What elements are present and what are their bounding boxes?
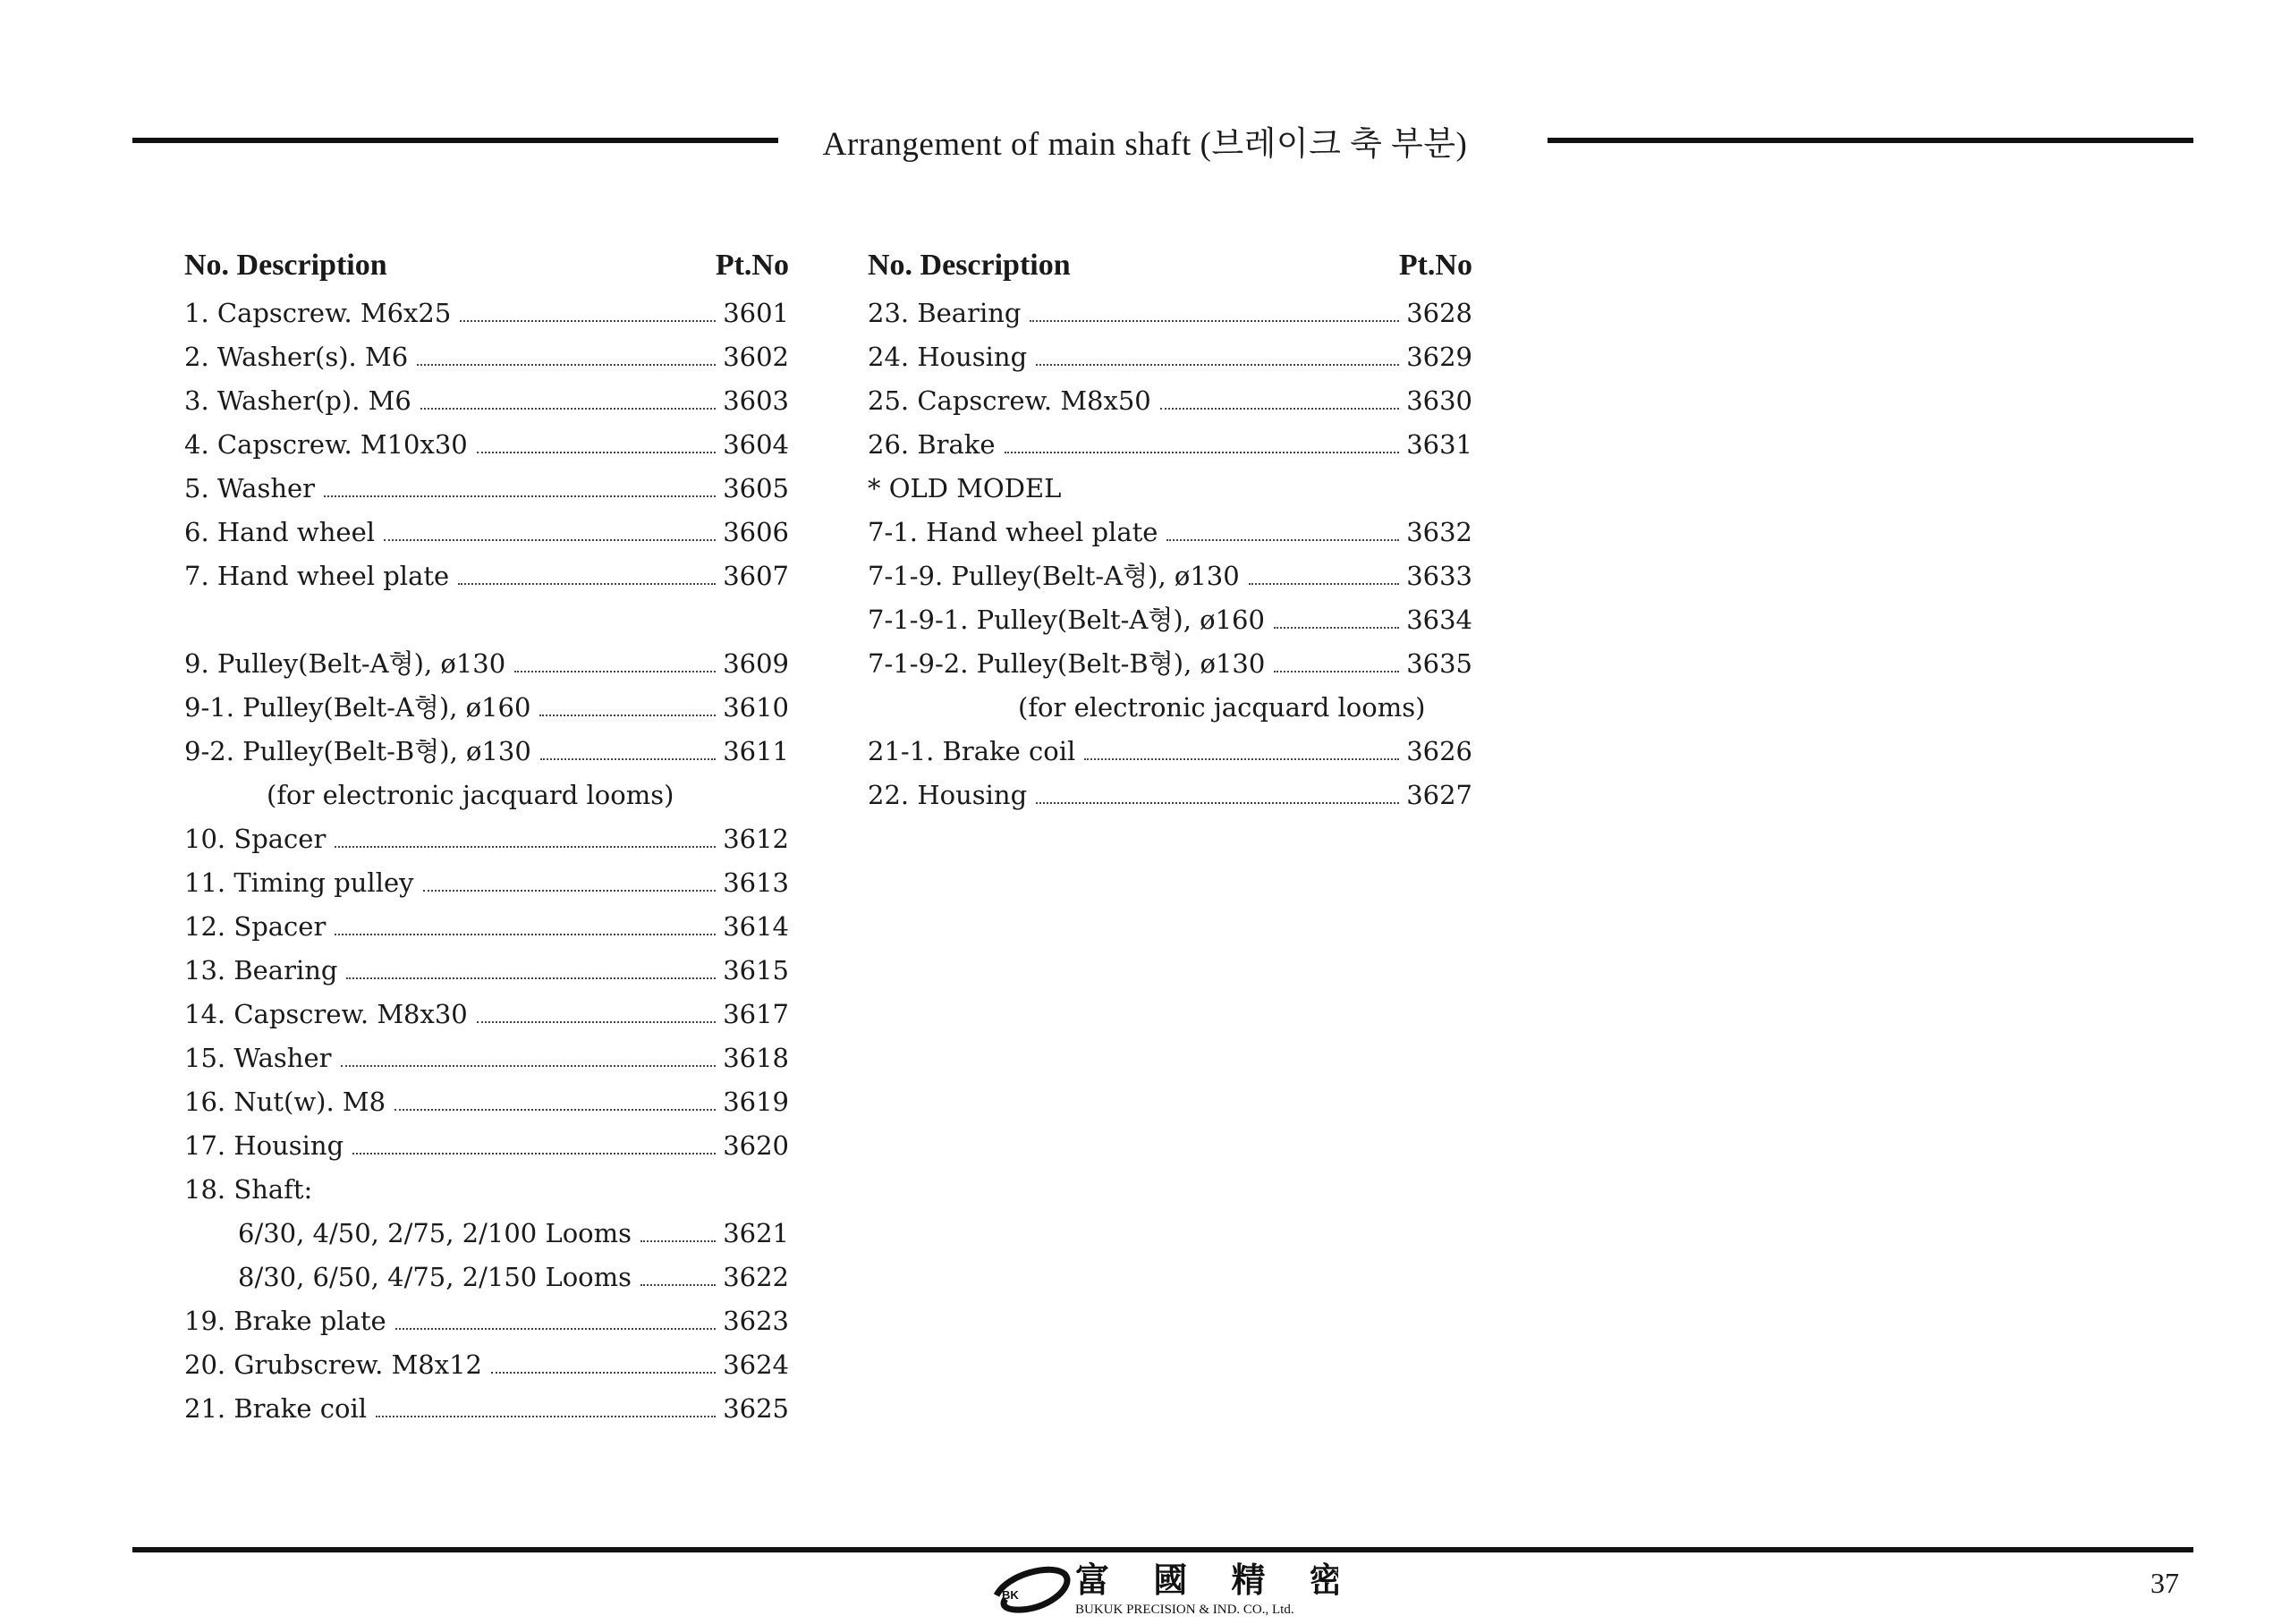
header-description: No. Description: [184, 249, 387, 282]
part-description: 17. Housing: [184, 1130, 344, 1161]
part-description: 1. Capscrew. M6x25: [184, 298, 452, 328]
part-description: 12. Spacer: [184, 911, 327, 942]
dot-leader: [477, 452, 716, 453]
part-description: 19. Brake plate: [184, 1306, 386, 1336]
dot-leader: [640, 1284, 716, 1286]
part-description: 7-1. Hand wheel plate: [868, 517, 1158, 547]
header-part-number: Pt.No: [1398, 249, 1472, 282]
dot-leader: [1036, 364, 1399, 366]
part-row: [184, 295, 789, 339]
dot-leader: [423, 890, 717, 892]
part-description: 16. Nut(w). M8: [184, 1087, 386, 1117]
dot-leader: [1274, 671, 1399, 672]
part-row: [184, 383, 789, 427]
page-number: 37: [2150, 1567, 2179, 1599]
part-number: 3617: [723, 999, 789, 1029]
part-number: 3613: [723, 867, 789, 898]
part-row: [184, 1040, 789, 1084]
company-logo: [989, 1558, 1338, 1620]
dot-leader: [417, 364, 716, 366]
parts-list-left: [184, 249, 789, 1434]
part-description: 5. Washer: [184, 473, 316, 503]
dot-leader: [514, 671, 716, 672]
dot-leader: [376, 1416, 716, 1417]
column-header: [868, 249, 1472, 295]
dot-leader: [335, 846, 716, 848]
part-row: [184, 1303, 789, 1347]
part-number: 3629: [1406, 342, 1472, 372]
dot-leader: [1084, 758, 1399, 760]
part-number: 3610: [723, 692, 789, 723]
bk-logo-icon: [989, 1558, 1338, 1620]
part-description: 24. Housing: [868, 342, 1028, 372]
header-part-number: Pt.No: [715, 249, 789, 282]
dot-leader: [1249, 583, 1399, 585]
part-row: [868, 558, 1472, 602]
part-description: 7-1-9. Pulley(Belt-A형), ø130: [868, 561, 1240, 591]
part-row: [184, 339, 789, 383]
part-number: 3625: [723, 1393, 789, 1424]
dot-leader: [395, 1328, 716, 1330]
part-number: 3603: [723, 385, 789, 416]
dot-leader: [1005, 452, 1400, 453]
part-number: 3632: [1406, 517, 1472, 547]
part-description: (for electronic jacquard looms): [267, 780, 674, 810]
part-number: 3621: [723, 1218, 789, 1248]
dot-leader: [539, 715, 716, 716]
part-number: 3605: [723, 473, 789, 503]
dot-leader: [324, 495, 716, 497]
part-row: [184, 470, 789, 514]
part-row: [184, 1084, 789, 1128]
part-number: 3628: [1406, 298, 1472, 328]
part-row: [184, 646, 789, 689]
part-description: 7-1-9-1. Pulley(Belt-A형), ø160: [868, 605, 1265, 635]
part-description: 23. Bearing: [868, 298, 1022, 328]
part-description: 10. Spacer: [184, 824, 327, 854]
dot-leader: [460, 320, 716, 322]
part-number: 3622: [723, 1262, 789, 1292]
part-row: [184, 1391, 789, 1434]
part-number: 3602: [723, 342, 789, 372]
part-row: [184, 1171, 789, 1215]
spacer-row: [184, 602, 789, 646]
part-number: 3627: [1406, 780, 1472, 810]
dot-leader: [540, 758, 716, 760]
part-row: [184, 952, 789, 996]
part-row: [184, 909, 789, 952]
part-number: 3609: [723, 648, 789, 679]
part-number: 3630: [1406, 385, 1472, 416]
dot-leader: [458, 583, 716, 585]
part-number: 3618: [723, 1043, 789, 1073]
part-row: [184, 514, 789, 558]
part-description: 21-1. Brake coil: [868, 736, 1076, 766]
part-row: [184, 821, 789, 865]
part-number: 3601: [723, 298, 789, 328]
part-description: 2. Washer(s). M6: [184, 342, 409, 372]
part-row: [184, 1128, 789, 1171]
svg-text:BK: BK: [1002, 1588, 1019, 1602]
part-row: [184, 689, 789, 733]
part-row: [184, 865, 789, 909]
dot-leader: [491, 1372, 716, 1374]
part-number: 3619: [723, 1087, 789, 1117]
part-row: [868, 733, 1472, 777]
dot-leader: [420, 408, 716, 410]
header-description: No. Description: [868, 249, 1071, 282]
part-number: 3611: [723, 736, 789, 766]
part-description: 7. Hand wheel plate: [184, 561, 450, 591]
part-row: [868, 689, 1472, 733]
dot-leader: [1160, 408, 1399, 410]
part-description: (for electronic jacquard looms): [1018, 692, 1426, 723]
part-row: [868, 339, 1472, 383]
part-description: 9. Pulley(Belt-A형), ø130: [184, 648, 506, 679]
part-row: [184, 996, 789, 1040]
dot-leader: [477, 1021, 716, 1023]
parts-list-right: [868, 249, 1472, 821]
part-number: 3615: [723, 955, 789, 985]
dot-leader: [394, 1109, 716, 1111]
part-description: 8/30, 6/50, 4/75, 2/150 Looms: [238, 1262, 632, 1292]
part-description: 25. Capscrew. M8x50: [868, 385, 1151, 416]
part-number: 3633: [1406, 561, 1472, 591]
part-description: 14. Capscrew. M8x30: [184, 999, 468, 1029]
part-description: 22. Housing: [868, 780, 1028, 810]
part-description: 13. Bearing: [184, 955, 338, 985]
dot-leader: [640, 1240, 716, 1242]
part-description: 21. Brake coil: [184, 1393, 368, 1424]
part-description: 6. Hand wheel: [184, 517, 376, 547]
part-row: [868, 470, 1472, 514]
dot-leader: [335, 934, 716, 935]
part-number: 3612: [723, 824, 789, 854]
part-description: 9-1. Pulley(Belt-A형), ø160: [184, 692, 531, 723]
part-number: 3623: [723, 1306, 789, 1336]
dot-leader: [1030, 320, 1399, 322]
part-number: 3626: [1406, 736, 1472, 766]
part-description: 3. Washer(p). M6: [184, 385, 411, 416]
part-row: [868, 295, 1472, 339]
svg-text:BUKUK PRECISION & IND. CO., Lt: BUKUK PRECISION & IND. CO., Ltd.: [1075, 1603, 1294, 1617]
svg-text:富 國 精 密: 富 國 精 密: [1075, 1560, 1338, 1600]
part-number: 3606: [723, 517, 789, 547]
part-row: [184, 427, 789, 470]
part-number: 3620: [723, 1130, 789, 1161]
part-row: [184, 1347, 789, 1391]
part-number: 3607: [723, 561, 789, 591]
part-row: [868, 383, 1472, 427]
dot-leader: [1166, 539, 1399, 541]
part-number: 3631: [1406, 429, 1472, 460]
part-description: 18. Shaft:: [184, 1174, 313, 1205]
dot-leader: [341, 1065, 717, 1067]
dot-leader: [346, 977, 716, 979]
part-number: 3635: [1406, 648, 1472, 679]
part-description: * OLD MODEL: [868, 473, 1062, 503]
part-number: 3604: [723, 429, 789, 460]
part-description: 15. Washer: [184, 1043, 332, 1073]
dot-leader: [352, 1153, 716, 1155]
part-description: 11. Timing pulley: [184, 867, 414, 898]
part-row: [868, 602, 1472, 646]
part-row: [868, 427, 1472, 470]
part-row: [184, 1259, 789, 1303]
dot-leader: [384, 539, 716, 541]
part-row: [184, 777, 789, 821]
part-number: 3624: [723, 1349, 789, 1380]
footer-rule: [132, 1547, 2193, 1552]
dot-leader: [1036, 802, 1399, 804]
part-row: [868, 777, 1472, 821]
part-description: 26. Brake: [868, 429, 996, 460]
part-row: [868, 646, 1472, 689]
part-description: 7-1-9-2. Pulley(Belt-B형), ø130: [868, 648, 1266, 679]
part-number: 3614: [723, 911, 789, 942]
part-description: 4. Capscrew. M10x30: [184, 429, 468, 460]
part-row: [184, 733, 789, 777]
dot-leader: [1274, 627, 1399, 629]
part-description: 9-2. Pulley(Belt-B형), ø130: [184, 736, 531, 766]
part-number: 3634: [1406, 605, 1472, 635]
part-description: 6/30, 4/50, 2/75, 2/100 Looms: [238, 1218, 632, 1248]
part-row: [868, 514, 1472, 558]
column-header: [184, 249, 789, 295]
part-description: 20. Grubscrew. M8x12: [184, 1349, 482, 1380]
part-row: [184, 558, 789, 602]
page-title: Arrangement of main shaft (브레이크 축 부분): [822, 126, 1468, 163]
part-row: [184, 1215, 789, 1259]
